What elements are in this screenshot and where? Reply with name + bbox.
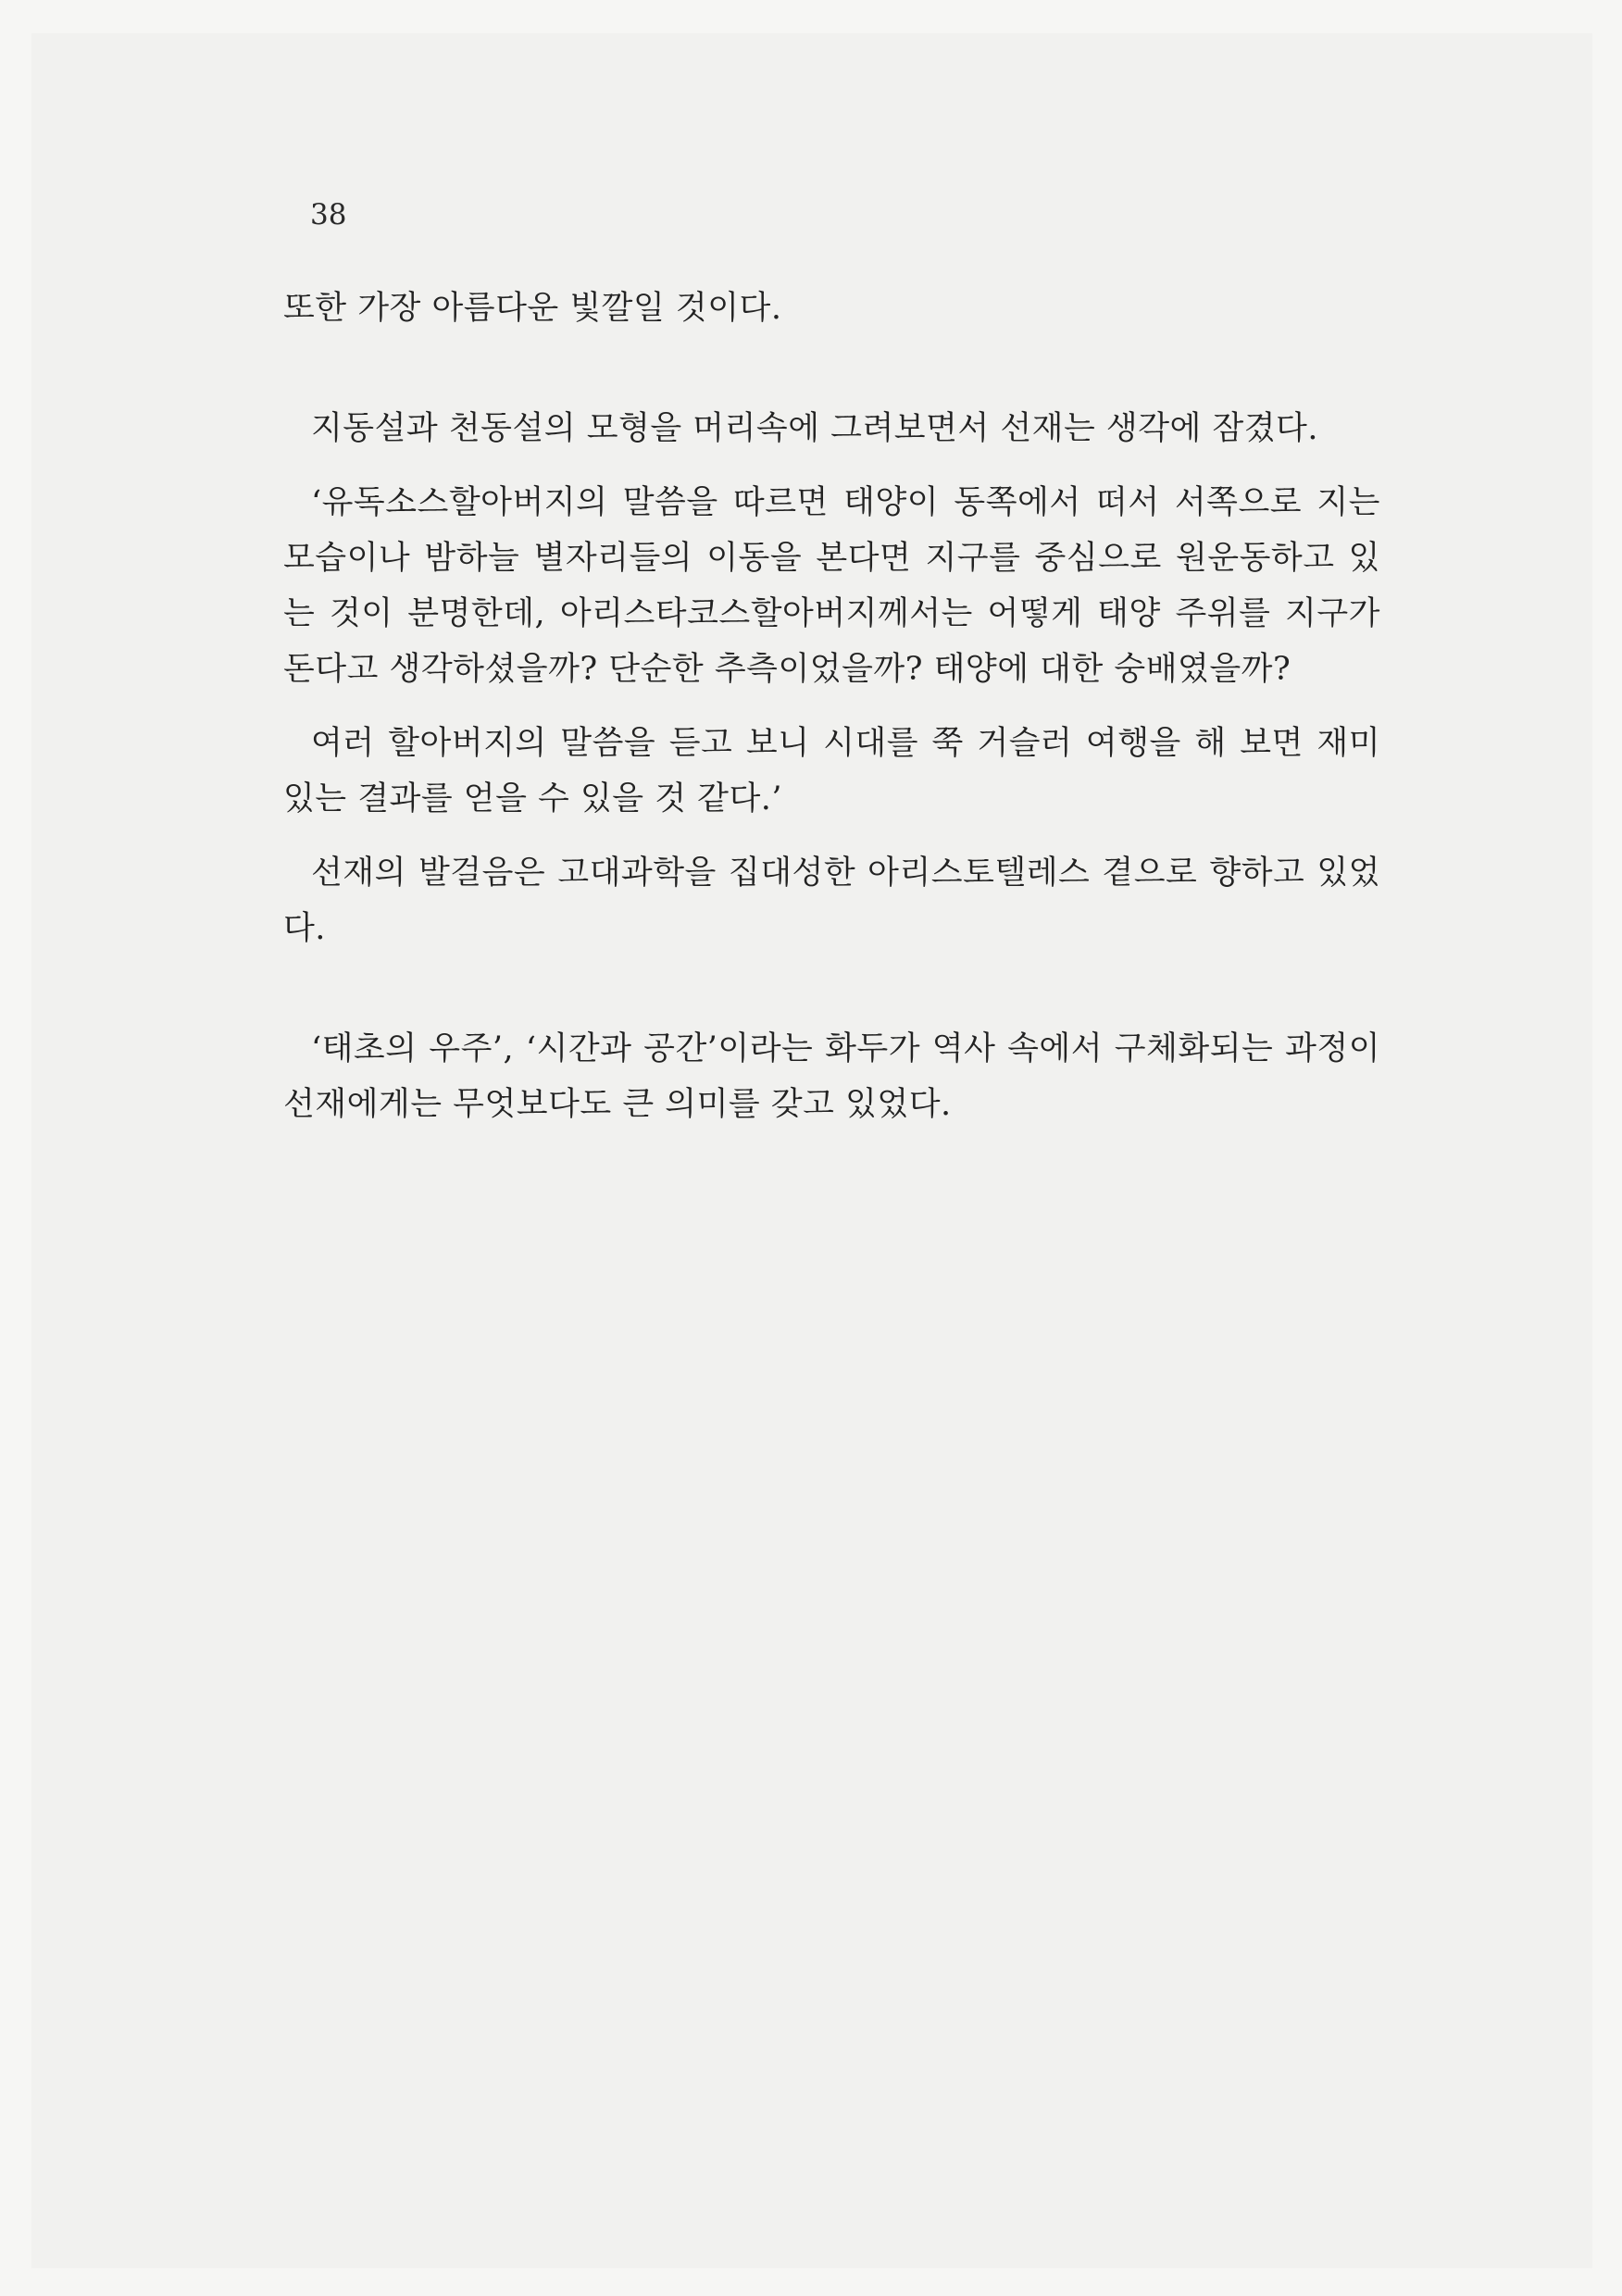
paragraph: ‘태초의 우주’, ‘시간과 공간’이라는 화두가 역사 속에서 구체화되는 과정이 선재에게는 무엇보다도 큰 의미를 갖고 있었다. — [283, 1030, 1380, 1123]
page-number: 38 — [310, 198, 347, 231]
paragraph: 또한 가장 아름다운 빛깔일 것이다. — [283, 290, 782, 327]
paragraph: 선재의 발걸음은 고대과학을 집대성한 아리스토텔레스 곁으로 향하고 있었다. — [283, 855, 1380, 947]
paragraph: ‘유독소스할아버지의 말씀을 따르면 태양이 동쪽에서 떠서 서쪽으로 지는 모습이나 밤하늘 별자리들의 이동을 본다면 지구를 중심으로 원운동하고 있는 것이 분명한데, 아리스타코스할아버지께서는 어떻게 태양 주위를 지구가 돈다고 생각하셨을까? 단순한 추측이었을까? 태양에 대한 숭배였을까? — [283, 484, 1380, 688]
paragraph: 지동설과 천동설의 모형을 머리속에 그려보면서 선재는 생각에 잠겼다. — [311, 410, 1318, 447]
document-page — [31, 33, 1592, 2268]
paragraph: 여러 할아버지의 말씀을 듣고 보니 시대를 쭉 거슬러 여행을 해 보면 재미있는 결과를 얻을 수 있을 것 같다.’ — [283, 725, 1380, 817]
body-text — [283, 281, 1380, 1151]
